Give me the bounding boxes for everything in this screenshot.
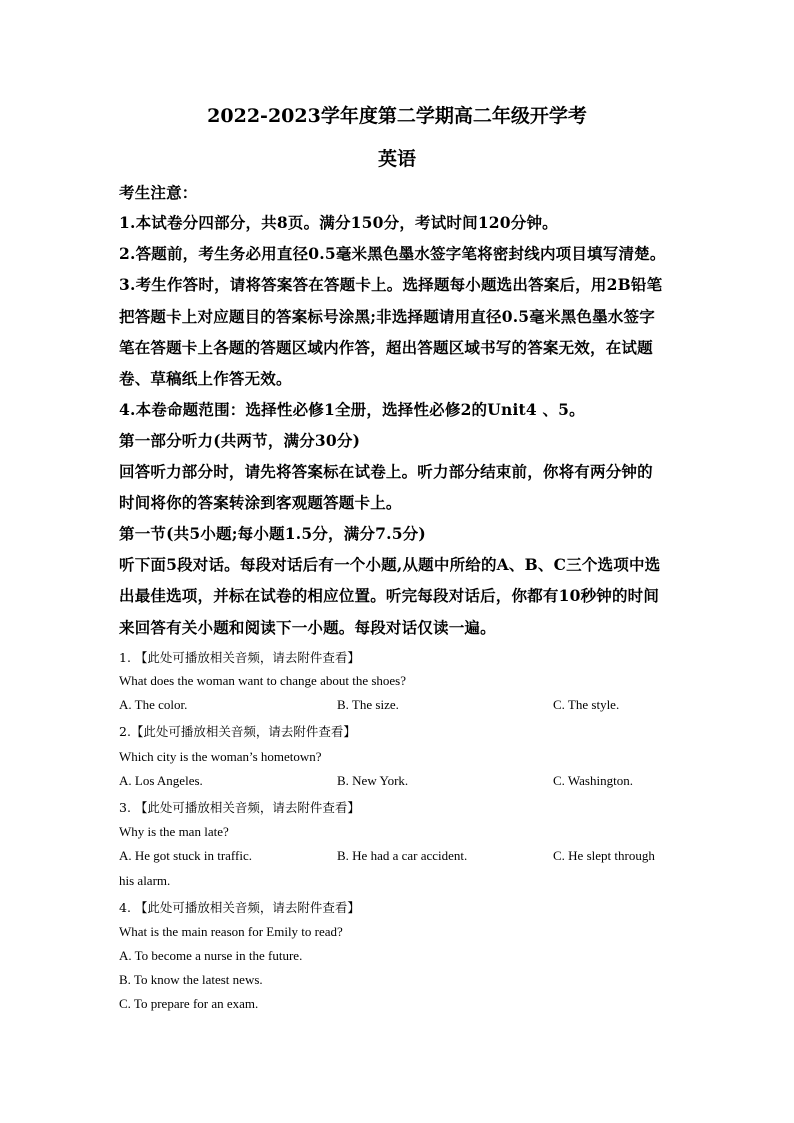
question-text: What does the woman want to change about the shoes? — [119, 673, 406, 688]
part1-intro-line: 时间将你的答案转涂到客观题答题卡上。 — [119, 493, 402, 512]
question-text: Why is the man late? — [119, 824, 229, 839]
exam-title: 2022-2023学年度第二学期高二年级开学考 — [207, 105, 587, 127]
notice-item: 1.本试卷分四部分，共8页。满分150分，考试时间120分钟。 — [119, 213, 558, 232]
notice-item: 3.考生作答时，请将答案答在答题卡上。选择题每小题选出答案后，用2B铅笔 — [119, 275, 663, 294]
notice-heading: 考生注意： — [119, 183, 198, 202]
part1-intro-line: 回答听力部分时，请先将答案标在试卷上。听力部分结束前，你将有两分钟的 — [119, 462, 653, 481]
notice-item: 4.本卷命题范围：选择性必修1全册，选择性必修2的Unit4 、5。 — [119, 400, 585, 419]
option-a: A. Los Angeles. — [119, 773, 203, 788]
section1-intro-line: 出最佳选项，并标在试卷的相应位置。听完每段对话后，你都有10秒钟的时间 — [119, 586, 660, 605]
section1-intro-line: 听下面5段对话。每段对话后有一个小题,从题中所给的A、B、C三个选项中选 — [119, 555, 661, 574]
notice-item: 2.答题前，考生务必用直径0.5毫米黑色墨水签字笔将密封线内项目填写清楚。 — [119, 244, 666, 263]
option-b: B. New York. — [337, 773, 409, 788]
notice-item: 卷、草稿纸上作答无效。 — [119, 369, 292, 388]
notice-item: 把答题卡上对应题目的答案标号涂黑;非选择题请用直径0.5毫米黑色墨水签字 — [119, 307, 655, 326]
notice-item: 笔在答题卡上各题的答题区域内作答，超出答题区域书写的答案无效，在试题 — [119, 338, 653, 357]
option-c-continued: his alarm. — [119, 873, 171, 888]
option-b: B. To know the latest news. — [119, 972, 263, 987]
option-c: C. Washington. — [553, 773, 633, 788]
option-c: C. To prepare for an exam. — [119, 996, 259, 1011]
question-text: What is the main reason for Emily to read? — [119, 924, 343, 939]
audio-note: 2.【此处可播放相关音频，请去附件查看】 — [119, 724, 356, 739]
option-a: A. He got stuck in traffic. — [119, 848, 252, 863]
question-text: Which city is the woman’s hometown? — [119, 749, 322, 764]
section1-heading: 第一节(共5小题;每小题1.5分，满分7.5分) — [119, 524, 426, 543]
audio-note: 4. 【此处可播放相关音频，请去附件查看】 — [119, 900, 360, 915]
option-a: A. To become a nurse in the future. — [119, 948, 303, 963]
option-a: A. The color. — [119, 697, 188, 712]
option-b: B. He had a car accident. — [337, 848, 468, 863]
option-b: B. The size. — [337, 697, 399, 712]
option-c: C. The style. — [553, 697, 620, 712]
audio-note: 3. 【此处可播放相关音频，请去附件查看】 — [119, 800, 360, 815]
subject-title: 英语 — [377, 148, 416, 170]
section1-intro-line: 来回答有关小题和阅读下一小题。每段对话仅读一遍。 — [119, 618, 496, 637]
part1-heading: 第一部分听力(共两节，满分30分) — [119, 431, 361, 450]
audio-note: 1. 【此处可播放相关音频，请去附件查看】 — [119, 650, 360, 665]
option-c: C. He slept through — [553, 848, 655, 863]
